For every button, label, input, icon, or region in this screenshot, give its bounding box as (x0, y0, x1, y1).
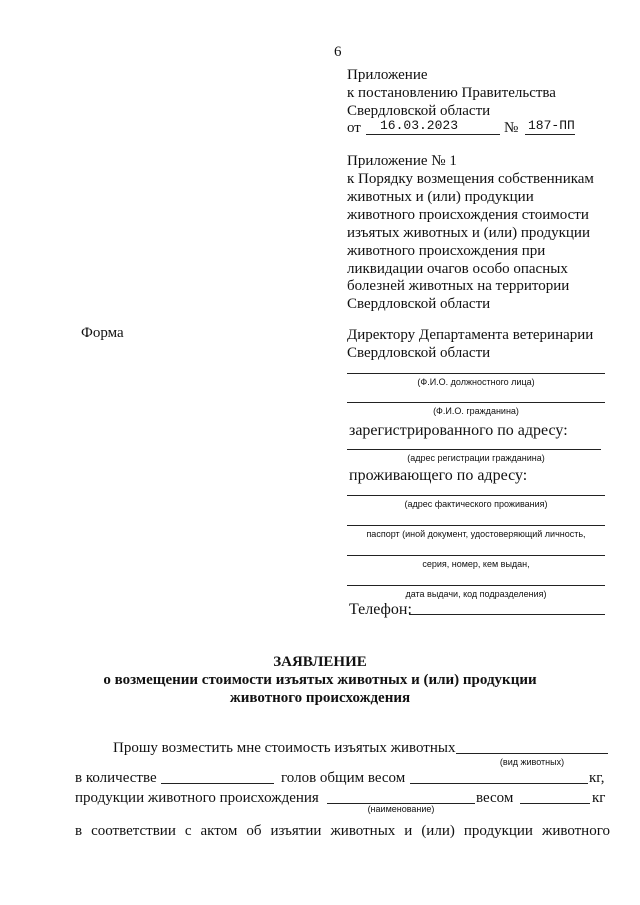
qty-label: в количестве (75, 770, 157, 786)
header-line-3: Свердловской области (347, 103, 491, 119)
hint-animal-type: (вид животных) (499, 757, 565, 767)
appendix-line: Свердловской области (347, 296, 491, 312)
date-prefix: от (347, 120, 361, 136)
series-line[interactable] (347, 555, 605, 556)
appendix-line: животных и (или) продукции (347, 189, 534, 205)
statement-subtitle-2: животного происхождения (229, 690, 411, 706)
appendix-line: к Порядку возмещения собственникам (347, 171, 594, 187)
weight-label: весом (476, 790, 514, 806)
hint-issue: дата выдачи, код подразделения) (405, 589, 547, 599)
form-label: Форма (81, 325, 124, 341)
qty-line[interactable] (161, 783, 274, 784)
hint-passport: паспорт (иной документ, удостоверяющий личность, (366, 529, 586, 539)
number-prefix: № (504, 120, 519, 136)
appendix-line: животного происхождения при (347, 243, 546, 259)
actual-address-line[interactable] (347, 495, 605, 496)
hint-citizen-name: (Ф.И.О. гражданина) (433, 406, 519, 416)
product-label: продукции животного происхождения (75, 790, 319, 806)
addressee-line-1: Директору Департамента ветеринарии (347, 327, 594, 343)
number-underline (525, 134, 575, 135)
number-value: 187-ПП (528, 118, 575, 133)
page-number: 6 (334, 44, 342, 60)
hint-series: серия, номер, кем выдан, (422, 559, 530, 569)
registered-label: зарегистрированного по адресу: (349, 422, 568, 439)
official-name-line[interactable] (347, 373, 605, 374)
statement-title: ЗАЯВЛЕНИЕ (273, 654, 367, 670)
hint-actual-address: (адрес фактического проживания) (404, 499, 548, 509)
date-value: 16.03.2023 (380, 118, 459, 133)
registered-address-line[interactable] (347, 449, 601, 450)
appendix-line: болезней животных на территории (347, 278, 570, 294)
passport-line[interactable] (347, 525, 605, 526)
appendix-line: изъятых животных и (или) продукции (347, 225, 590, 241)
citizen-name-line[interactable] (347, 402, 605, 403)
issue-line[interactable] (347, 585, 605, 586)
appendix-line: ликвидации очагов особо опасных (347, 261, 568, 277)
appendix-title: Приложение № 1 (347, 153, 457, 169)
animal-type-line[interactable] (456, 753, 608, 754)
product-weight-line[interactable] (520, 803, 590, 804)
statement-subtitle-1: о возмещении стоимости изъятых животных и (или) продукции (103, 672, 537, 688)
date-underline (366, 134, 500, 135)
hint-registered-address: (адрес регистрации гражданина) (407, 453, 545, 463)
appendix-line: животного происхождения стоимости (347, 207, 589, 223)
header-line-2: к постановлению Правительства (347, 85, 556, 101)
heads-label: голов общим весом (281, 770, 406, 786)
residing-label: проживающего по адресу: (349, 467, 528, 484)
hint-name: (наименование) (367, 804, 435, 814)
header-line-1: Приложение (347, 67, 428, 83)
body-line-1: Прошу возместить мне стоимость изъятых животных (113, 740, 456, 756)
total-weight-line[interactable] (410, 783, 588, 784)
hint-official-name: (Ф.И.О. должностного лица) (417, 377, 535, 387)
body-last-line: в соответствии с актом об изъятии животных и (или) продукции животного (75, 823, 610, 839)
phone-line[interactable] (409, 614, 605, 615)
kg-label-2: кг (592, 790, 606, 806)
addressee-line-2: Свердловской области (347, 345, 491, 361)
kg-label-1: кг, (589, 770, 605, 786)
phone-label: Телефон: (349, 601, 412, 618)
